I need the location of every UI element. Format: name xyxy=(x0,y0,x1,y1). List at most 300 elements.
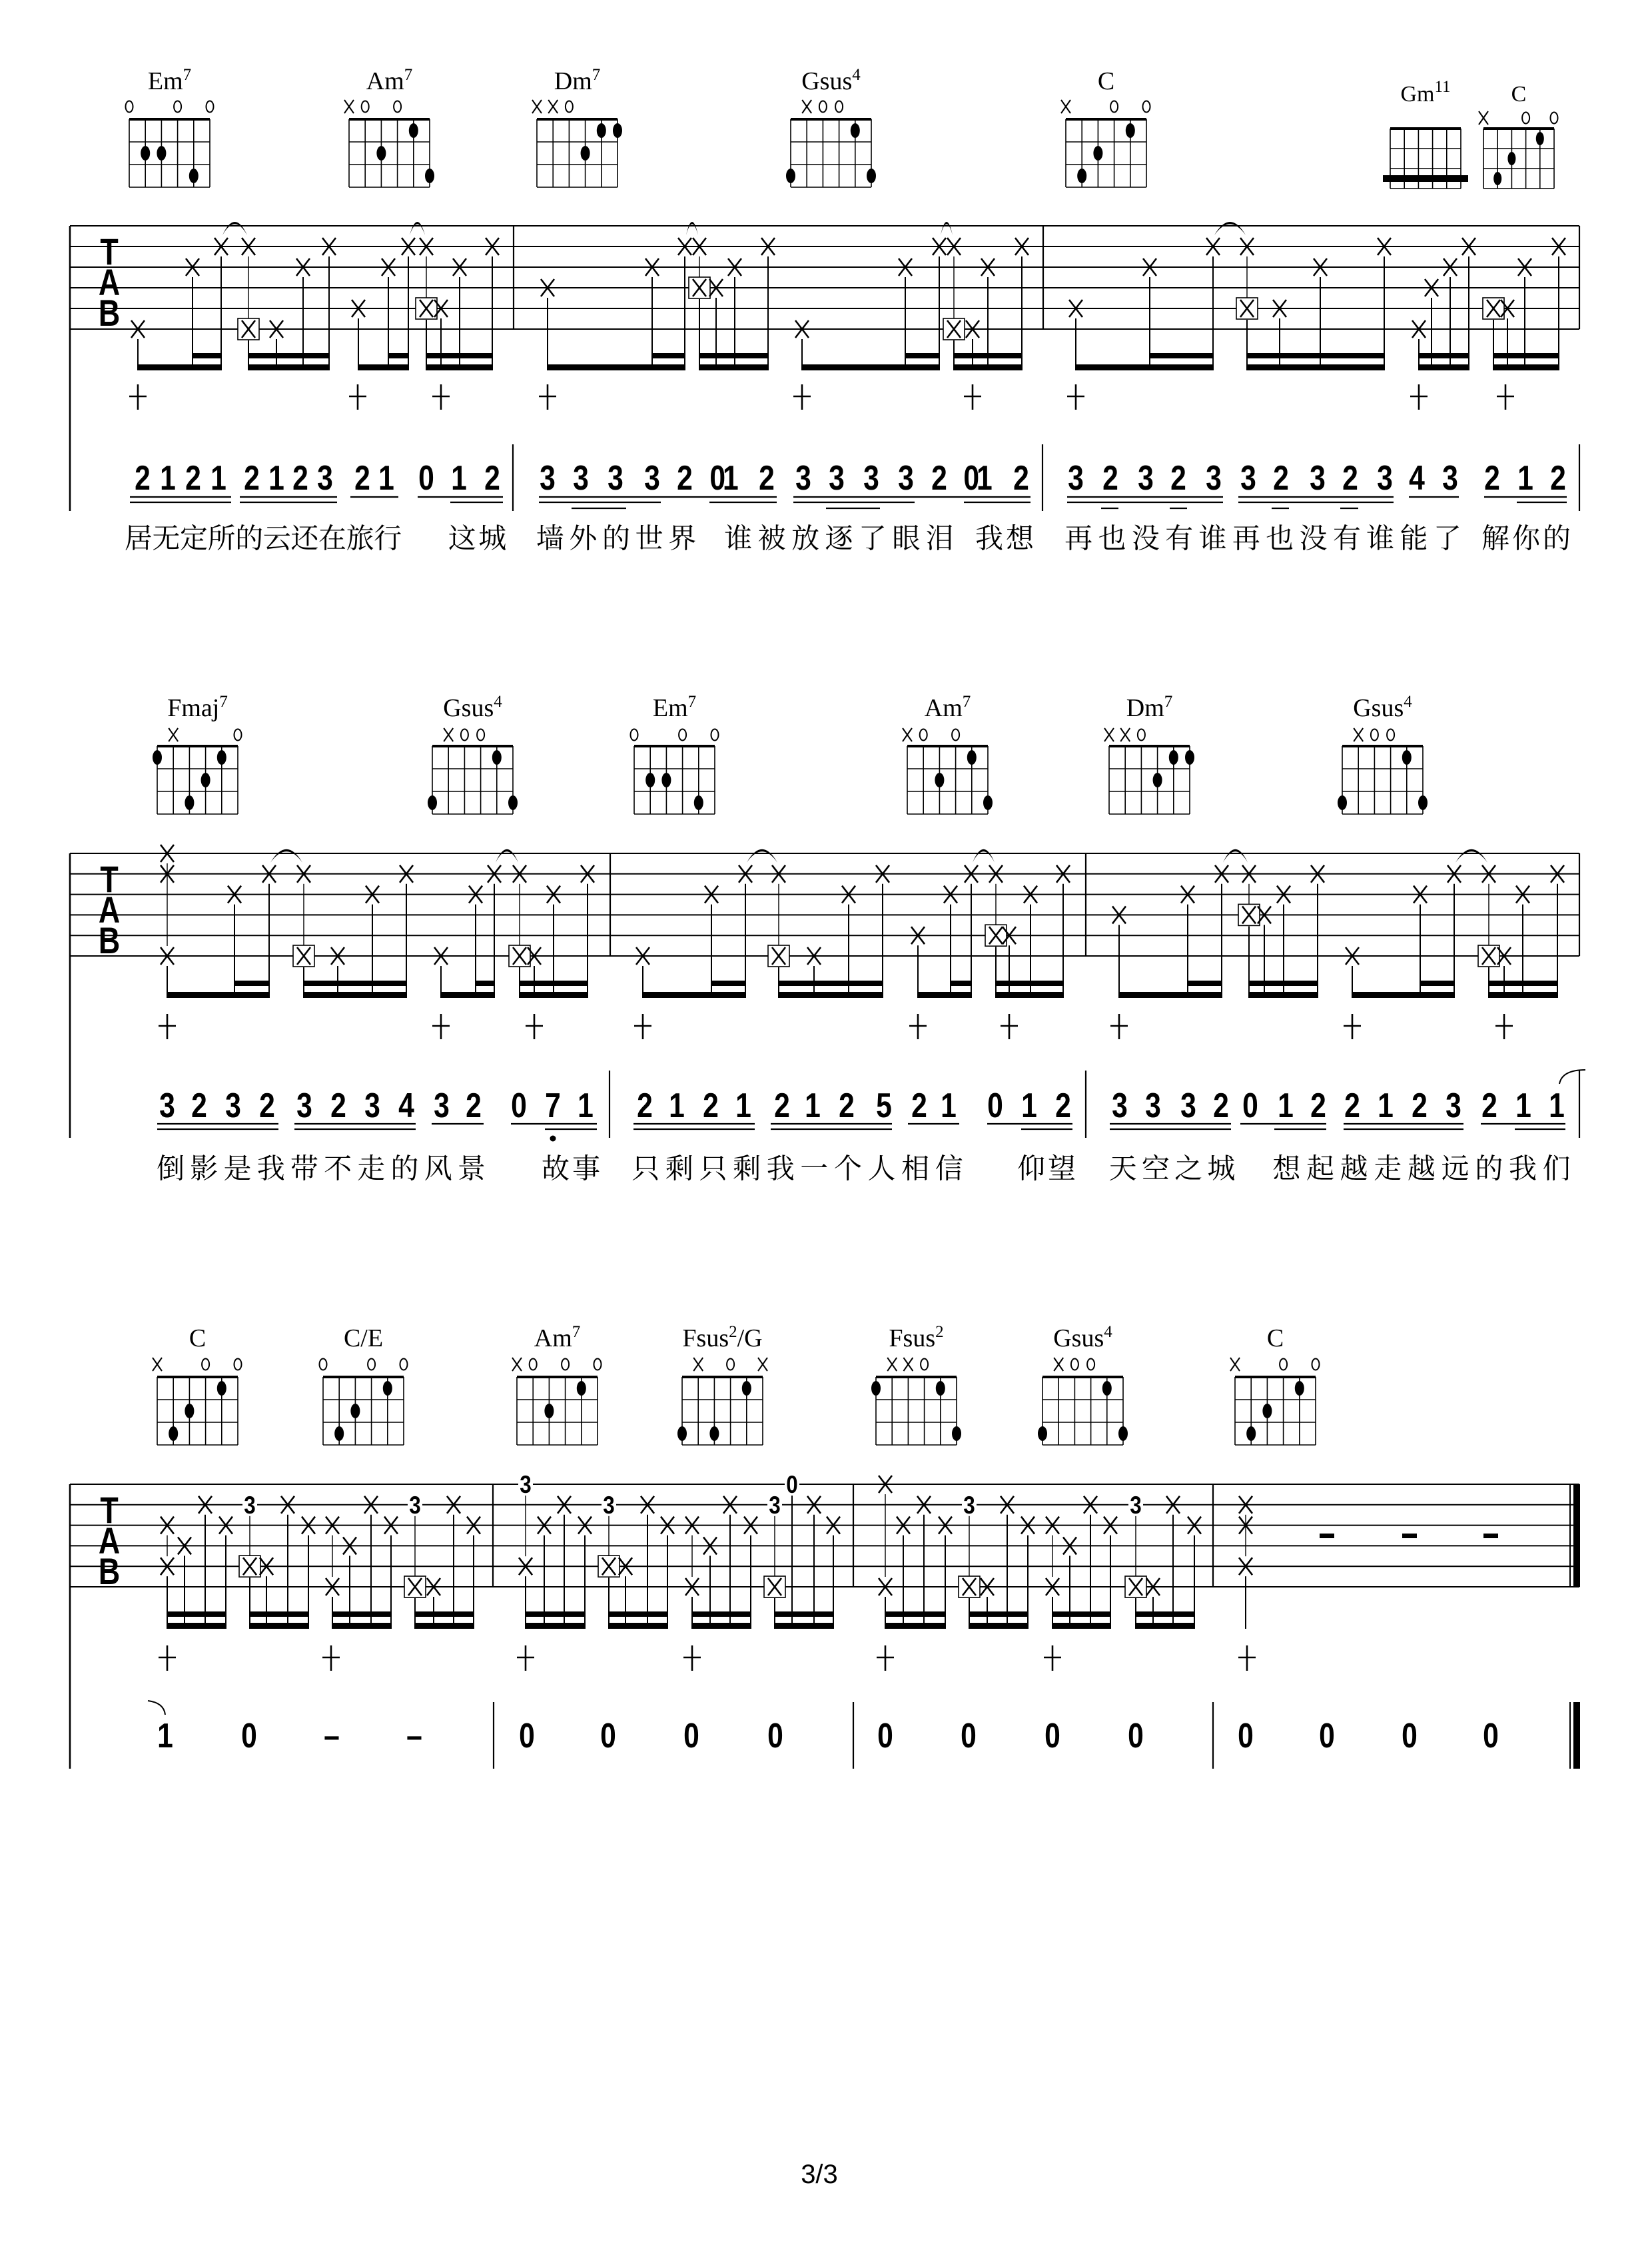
lyric-phrase xyxy=(536,522,696,555)
beam-secondary xyxy=(1420,981,1455,986)
beam-secondary xyxy=(1135,1611,1195,1617)
lyric-char: 能 xyxy=(1400,522,1428,555)
jianpu-note: 2 xyxy=(191,1087,207,1126)
jianpu-note: 2 xyxy=(484,459,500,498)
finger-dot xyxy=(425,169,434,183)
chord-name xyxy=(1098,67,1114,95)
chord-name xyxy=(443,693,502,722)
jianpu-note: 3 xyxy=(225,1087,241,1126)
lyric-char: 的 xyxy=(1475,1152,1503,1185)
chord-name xyxy=(1053,1323,1112,1352)
lyric-char: 再 xyxy=(1064,522,1093,555)
beam-primary xyxy=(414,1623,474,1629)
beam-primary xyxy=(1248,992,1318,998)
lyric-char: 云 xyxy=(262,522,291,555)
beam-primary xyxy=(167,992,270,998)
beam-primary xyxy=(547,364,685,370)
finger-dot xyxy=(936,1381,945,1396)
finger-dot xyxy=(1418,795,1428,810)
lyric-char: 城 xyxy=(1207,1152,1236,1185)
chord-root: C xyxy=(1266,1324,1284,1352)
beam-primary xyxy=(995,992,1064,998)
finger-dot xyxy=(742,1381,751,1396)
finger-dot xyxy=(169,1426,178,1441)
jianpu-note: 3 xyxy=(1310,459,1326,498)
finger-dot xyxy=(1507,152,1515,165)
jianpu-note: 3 xyxy=(317,459,333,498)
beam-primary xyxy=(774,1623,834,1629)
page-number: 3/3 xyxy=(801,2160,838,2189)
beam-secondary xyxy=(192,353,222,358)
chord-root: Gsus xyxy=(1053,1324,1104,1352)
beam-primary xyxy=(426,364,493,370)
jianpu-note: 1 xyxy=(1021,1087,1037,1126)
lyric-char: 的 xyxy=(1542,522,1571,555)
barre-bar xyxy=(1383,175,1468,182)
chord-superscript: 7 xyxy=(404,66,413,84)
jianpu-note: 3 xyxy=(1377,459,1393,498)
beam-secondary xyxy=(475,981,495,986)
finger-dot xyxy=(709,1426,719,1441)
beam-primary xyxy=(249,1623,309,1629)
lyric-char: 我 xyxy=(975,522,1004,555)
beam-secondary xyxy=(995,981,1064,986)
beam-secondary xyxy=(885,1611,946,1617)
lyric-char: 无 xyxy=(152,522,181,555)
lyric-char: 也 xyxy=(1266,522,1294,555)
lyric-char: 行 xyxy=(374,522,402,555)
finger-dot xyxy=(428,795,437,810)
beam-secondary xyxy=(1052,1611,1111,1617)
jianpu-note: 1 xyxy=(1517,459,1533,498)
chord-name xyxy=(1511,82,1527,107)
tab-clef-letter: T xyxy=(100,230,119,273)
jianpu-note: 2 xyxy=(759,459,775,498)
final-barline-thick xyxy=(1573,1702,1580,1769)
finger-dot xyxy=(157,146,166,161)
sustain-dash: – xyxy=(324,1717,340,1756)
jianpu-note: 1 xyxy=(268,459,284,498)
jianpu-note: 0 xyxy=(1319,1717,1335,1756)
beam-primary xyxy=(642,992,746,998)
jianpu-note: 4 xyxy=(398,1087,414,1126)
tab-clef-letter: B xyxy=(98,292,121,334)
finger-dot xyxy=(1169,750,1178,765)
jianpu-note: 2 xyxy=(292,459,308,498)
beam-primary xyxy=(699,364,769,370)
lyric-char: 们 xyxy=(1542,1152,1571,1185)
jianpu-note: 2 xyxy=(354,459,370,498)
jianpu-note: 1 xyxy=(1515,1087,1531,1126)
lyric-char: 剩 xyxy=(733,1152,761,1185)
finger-dot xyxy=(409,123,418,138)
chord-superscript: 7 xyxy=(219,693,228,711)
beam-secondary xyxy=(332,1611,392,1617)
beam-secondary xyxy=(953,353,1023,358)
chord-root: Gsus xyxy=(1353,694,1404,722)
lyric-char: 倒 xyxy=(157,1152,185,1185)
rest-dash xyxy=(1483,1534,1498,1538)
jianpu-note: 3 xyxy=(608,459,623,498)
boxed-muted-note-icon xyxy=(509,945,530,967)
lyric-char: 信 xyxy=(935,1152,963,1185)
jianpu-note: 3 xyxy=(296,1087,312,1126)
lyric-phrase xyxy=(724,522,954,555)
jianpu-note: 0 xyxy=(767,1717,783,1756)
boxed-muted-note-icon xyxy=(239,1556,260,1577)
boxed-muted-note-icon xyxy=(943,318,965,340)
chord-root: Am xyxy=(924,694,963,722)
chord-name xyxy=(167,693,228,722)
beam-primary xyxy=(801,364,940,370)
beam-primary xyxy=(525,1623,586,1629)
rest-dash xyxy=(1402,1534,1417,1538)
jianpu-note: 0 xyxy=(511,1087,527,1126)
tab-clef-letter: B xyxy=(98,919,121,962)
beam-primary xyxy=(1493,364,1559,370)
chord-root: Fsus xyxy=(889,1324,936,1352)
tab-clef-letter: A xyxy=(98,261,121,304)
finger-dot xyxy=(786,169,795,183)
jianpu-note: 0 xyxy=(1483,1717,1499,1756)
lyric-char: 想 xyxy=(1272,1152,1301,1185)
lyric-char: 在 xyxy=(318,522,347,555)
boxed-muted-note-icon xyxy=(1238,904,1260,925)
lyric-char: 影 xyxy=(190,1152,218,1185)
jianpu-note: 2 xyxy=(330,1087,346,1126)
lyric-char: 我 xyxy=(766,1152,795,1185)
lyric-char: 是 xyxy=(223,1152,252,1185)
beam-secondary xyxy=(1488,981,1558,986)
lyric-char: 你 xyxy=(1511,522,1541,555)
finger-dot xyxy=(677,1426,687,1441)
lyric-char: 世 xyxy=(635,522,663,555)
beam-secondary xyxy=(608,1611,668,1617)
jianpu-note: 3 xyxy=(1240,459,1256,498)
boxed-muted-note-icon xyxy=(404,1576,426,1597)
finger-dot xyxy=(1493,172,1501,185)
lyric-char: 解 xyxy=(1481,522,1510,555)
finger-dot xyxy=(383,1381,392,1396)
chord-superscript: 7 xyxy=(183,66,192,84)
finger-dot xyxy=(1118,1426,1128,1441)
jianpu-note: 3 xyxy=(364,1087,380,1126)
lyric-char: 定 xyxy=(179,522,208,555)
finger-dot xyxy=(217,750,226,765)
jianpu-note: 2 xyxy=(931,459,947,498)
lyric-char: 相 xyxy=(901,1152,930,1185)
lyric-char: 界 xyxy=(668,522,697,555)
jianpu-note: 0 xyxy=(987,1087,1003,1126)
lyric-char: 带 xyxy=(290,1152,318,1185)
boxed-muted-note-icon xyxy=(598,1556,620,1577)
jianpu-note: 1 xyxy=(1278,1087,1294,1126)
fret-number: 3 xyxy=(963,1492,975,1520)
finger-dot xyxy=(1077,169,1086,183)
finger-dot xyxy=(581,146,590,161)
beam-primary xyxy=(953,364,1023,370)
beam-primary xyxy=(917,992,972,998)
chord-root: Fsus xyxy=(682,1324,729,1352)
chord-root: C xyxy=(1097,67,1115,95)
chord-root: Gsus xyxy=(443,694,494,722)
chord-name xyxy=(344,1324,383,1352)
jianpu-note: 3 xyxy=(540,459,556,498)
jianpu-note: 0 xyxy=(600,1717,616,1756)
tab-clef-letter: A xyxy=(98,889,121,931)
jianpu-note: 0 xyxy=(1128,1717,1144,1756)
finger-dot xyxy=(1185,750,1194,765)
jianpu-note: 2 xyxy=(677,459,693,498)
chord-superscript: 4 xyxy=(494,693,502,711)
jianpu-note: 2 xyxy=(135,459,151,498)
jianpu-note: 0 xyxy=(519,1717,535,1756)
lyric-char: 谁 xyxy=(1366,522,1395,555)
lyric-char: 个 xyxy=(833,1152,862,1185)
lyric-char: 谁 xyxy=(1198,522,1227,555)
lyric-char: 居 xyxy=(124,522,153,555)
finger-dot xyxy=(1295,1381,1304,1396)
beam-secondary xyxy=(950,981,972,986)
jianpu-note: 01 xyxy=(709,459,736,498)
lyric-char: 有 xyxy=(1332,522,1361,555)
chord-root: Em xyxy=(652,694,688,722)
lyric-char: 的 xyxy=(390,1152,419,1185)
lyric-char: 我 xyxy=(1508,1152,1537,1185)
jianpu-note: 1 xyxy=(210,459,226,498)
finger-dot xyxy=(185,1404,194,1418)
finger-dot xyxy=(201,773,210,787)
jianpu-note: 1 xyxy=(1378,1087,1394,1126)
finger-dot xyxy=(1402,750,1412,765)
jianpu-note: 2 xyxy=(1170,459,1186,498)
fret-number: 3 xyxy=(520,1471,532,1499)
finger-dot xyxy=(376,146,386,161)
lyric-char: 旅 xyxy=(346,522,374,555)
lyric-char: 望 xyxy=(1047,1152,1076,1185)
tab-clef-letter: T xyxy=(100,858,119,901)
chord-root: C xyxy=(1511,82,1527,107)
jianpu-note: 2 xyxy=(1344,1087,1360,1126)
beam-secondary xyxy=(303,981,407,986)
jianpu-note: 3 xyxy=(1145,1087,1161,1126)
lyric-char: 事 xyxy=(572,1152,601,1185)
lyric-char: 走 xyxy=(1374,1152,1402,1185)
jianpu-note: 0 xyxy=(241,1717,257,1756)
fret-number: 3 xyxy=(244,1492,256,1520)
beam-primary xyxy=(608,1623,668,1629)
beam-secondary xyxy=(519,981,588,986)
chord-root: Dm xyxy=(554,67,592,95)
lyric-char: 被 xyxy=(757,522,786,555)
lyric-char: 逐 xyxy=(825,522,853,555)
lyric-char: 眼 xyxy=(892,522,921,555)
beam-primary xyxy=(1488,992,1558,998)
lyric-char: 我 xyxy=(256,1152,285,1185)
jianpu-note: 2 xyxy=(703,1087,719,1126)
chord-root: Dm xyxy=(1126,694,1164,722)
fret-number: 3 xyxy=(769,1492,781,1520)
jianpu-note: 2 xyxy=(466,1087,482,1126)
jianpu-note: 0 xyxy=(1238,1717,1254,1756)
beam-primary xyxy=(440,992,495,998)
beam-primary xyxy=(167,1623,226,1629)
beam-secondary xyxy=(969,1611,1029,1617)
finger-dot xyxy=(935,773,944,787)
beam-primary xyxy=(332,1623,392,1629)
finger-dot xyxy=(1038,1426,1047,1441)
jianpu-note: 2 xyxy=(1342,459,1358,498)
lyric-char: 剩 xyxy=(665,1152,693,1185)
jianpu-note: 3 xyxy=(1206,459,1222,498)
finger-dot xyxy=(871,1381,881,1396)
lyric-char: 谁 xyxy=(724,522,753,555)
beam-secondary xyxy=(414,1611,474,1617)
lyric-char: 只 xyxy=(699,1152,727,1185)
chord-name xyxy=(189,1324,206,1352)
lyric-char: 一 xyxy=(800,1152,829,1185)
chord-superscript: 7 xyxy=(572,1323,581,1341)
jianpu-note: 01 xyxy=(963,459,990,498)
jianpu-note: 3 xyxy=(1112,1087,1128,1126)
finger-dot xyxy=(141,146,150,161)
jianpu-note: 3 xyxy=(1180,1087,1196,1126)
chord-superscript: 4 xyxy=(852,66,861,84)
lyric-char: 空 xyxy=(1141,1152,1170,1185)
finger-dot xyxy=(867,169,876,183)
boxed-muted-note-icon xyxy=(1236,298,1258,319)
chord-name xyxy=(1267,1324,1284,1352)
jianpu-note: 3 xyxy=(1446,1087,1461,1126)
jianpu-note: 2 xyxy=(1481,1087,1497,1126)
jianpu-note: 2 xyxy=(911,1087,927,1126)
boxed-muted-note-icon xyxy=(1125,1576,1146,1597)
chord-superscript: 7 xyxy=(592,66,601,84)
rest-dash xyxy=(1320,1534,1334,1538)
boxed-muted-note-icon xyxy=(764,1576,785,1597)
finger-dot xyxy=(1338,795,1347,810)
beam-primary xyxy=(358,364,409,370)
fret-number: 3 xyxy=(1130,1492,1142,1520)
tab-clef-letter: T xyxy=(100,1489,119,1532)
final-barline-thick xyxy=(1573,1484,1580,1587)
lyric-char: 之 xyxy=(1174,1152,1203,1185)
beam-secondary xyxy=(249,1611,309,1617)
lyric-char: 越 xyxy=(1407,1152,1436,1185)
jianpu-note: 3 xyxy=(863,459,879,498)
chord-superscript: 4 xyxy=(1104,1323,1112,1341)
beam-secondary xyxy=(1418,353,1469,358)
beam-secondary xyxy=(525,1611,586,1617)
beam-primary xyxy=(1418,364,1469,370)
fret-number: 3 xyxy=(603,1492,615,1520)
beam-primary xyxy=(303,992,407,998)
jianpu-note: 3 xyxy=(1138,459,1154,498)
beam-primary xyxy=(1075,364,1214,370)
chord-root: Am xyxy=(534,1324,572,1352)
finger-dot xyxy=(189,169,199,183)
lyric-char: 人 xyxy=(867,1152,896,1185)
lyric-char: 没 xyxy=(1299,522,1328,555)
chord-name xyxy=(801,66,861,95)
boxed-muted-note-icon xyxy=(293,945,314,967)
finger-dot xyxy=(492,750,502,765)
chord-superscript: 2 xyxy=(935,1323,944,1341)
beam-secondary xyxy=(1248,981,1318,986)
jianpu-note: 2 xyxy=(1102,459,1118,498)
boxed-muted-note-icon xyxy=(959,1576,980,1597)
beam-secondary xyxy=(1187,981,1222,986)
jianpu-note: 2 xyxy=(1055,1087,1071,1126)
jianpu-note: 3 xyxy=(644,459,660,498)
lyric-char: 故 xyxy=(541,1152,570,1185)
beam-primary xyxy=(1352,992,1455,998)
finger-dot xyxy=(967,750,977,765)
chord-bass: /G xyxy=(737,1324,763,1352)
jianpu-note: 2 xyxy=(1213,1087,1229,1126)
octave-dot-below xyxy=(550,1136,556,1142)
beam-primary xyxy=(137,364,222,370)
beam-secondary xyxy=(691,1611,751,1617)
beam-primary xyxy=(969,1623,1029,1629)
beam-secondary xyxy=(248,353,330,358)
lyric-char: 风 xyxy=(424,1152,452,1185)
finger-dot xyxy=(1536,132,1544,145)
jianpu-note: 3 xyxy=(159,1087,175,1126)
jianpu-note: 1 xyxy=(378,459,394,498)
lyric-char: 的 xyxy=(602,522,631,555)
chord-name xyxy=(682,1323,762,1352)
lyric-char: 了 xyxy=(1433,522,1461,555)
lyric-char: 走 xyxy=(357,1152,386,1185)
lyric-char: 远 xyxy=(1441,1152,1469,1185)
finger-dot xyxy=(1246,1426,1256,1441)
jianpu-note: 3 xyxy=(1442,459,1458,498)
chord-superscript: 4 xyxy=(1404,693,1412,711)
jianpu-note: 1 xyxy=(578,1087,594,1126)
beam-secondary xyxy=(699,353,769,358)
finger-dot xyxy=(544,1404,554,1418)
jianpu-note: 0 xyxy=(1044,1717,1060,1756)
lyric-char: 景 xyxy=(457,1152,486,1185)
jianpu-note: 1 xyxy=(451,459,467,498)
beam-secondary xyxy=(234,981,270,986)
finger-dot xyxy=(1102,1381,1112,1396)
jianpu-note: 1 xyxy=(1549,1087,1565,1126)
jianpu-note: 2 xyxy=(1310,1087,1326,1126)
jianpu-note: 1 xyxy=(941,1087,957,1126)
tab-clef-letter: B xyxy=(98,1550,121,1593)
jianpu-note: 2 xyxy=(1273,459,1289,498)
lyric-char: 所 xyxy=(207,522,236,555)
jianpu-note: 2 xyxy=(1484,459,1500,498)
chord-root: Em xyxy=(147,67,183,95)
beam-primary xyxy=(1118,992,1222,998)
jianpu-note: 2 xyxy=(637,1087,653,1126)
beam-primary xyxy=(885,1623,946,1629)
jianpu-note: 0 xyxy=(1242,1087,1258,1126)
finger-dot xyxy=(1262,1404,1272,1418)
sustain-dash: – xyxy=(406,1717,422,1756)
boxed-muted-note-icon xyxy=(689,277,710,298)
boxed-muted-note-icon xyxy=(238,318,259,340)
lyric-char: 想 xyxy=(1005,522,1034,555)
lyric-phrase xyxy=(1481,522,1571,555)
chord-superscript: 7 xyxy=(687,693,697,711)
chord-root: Gsus xyxy=(801,67,853,95)
jianpu-note: 2 xyxy=(774,1087,790,1126)
chord-superscript: 7 xyxy=(962,693,971,711)
